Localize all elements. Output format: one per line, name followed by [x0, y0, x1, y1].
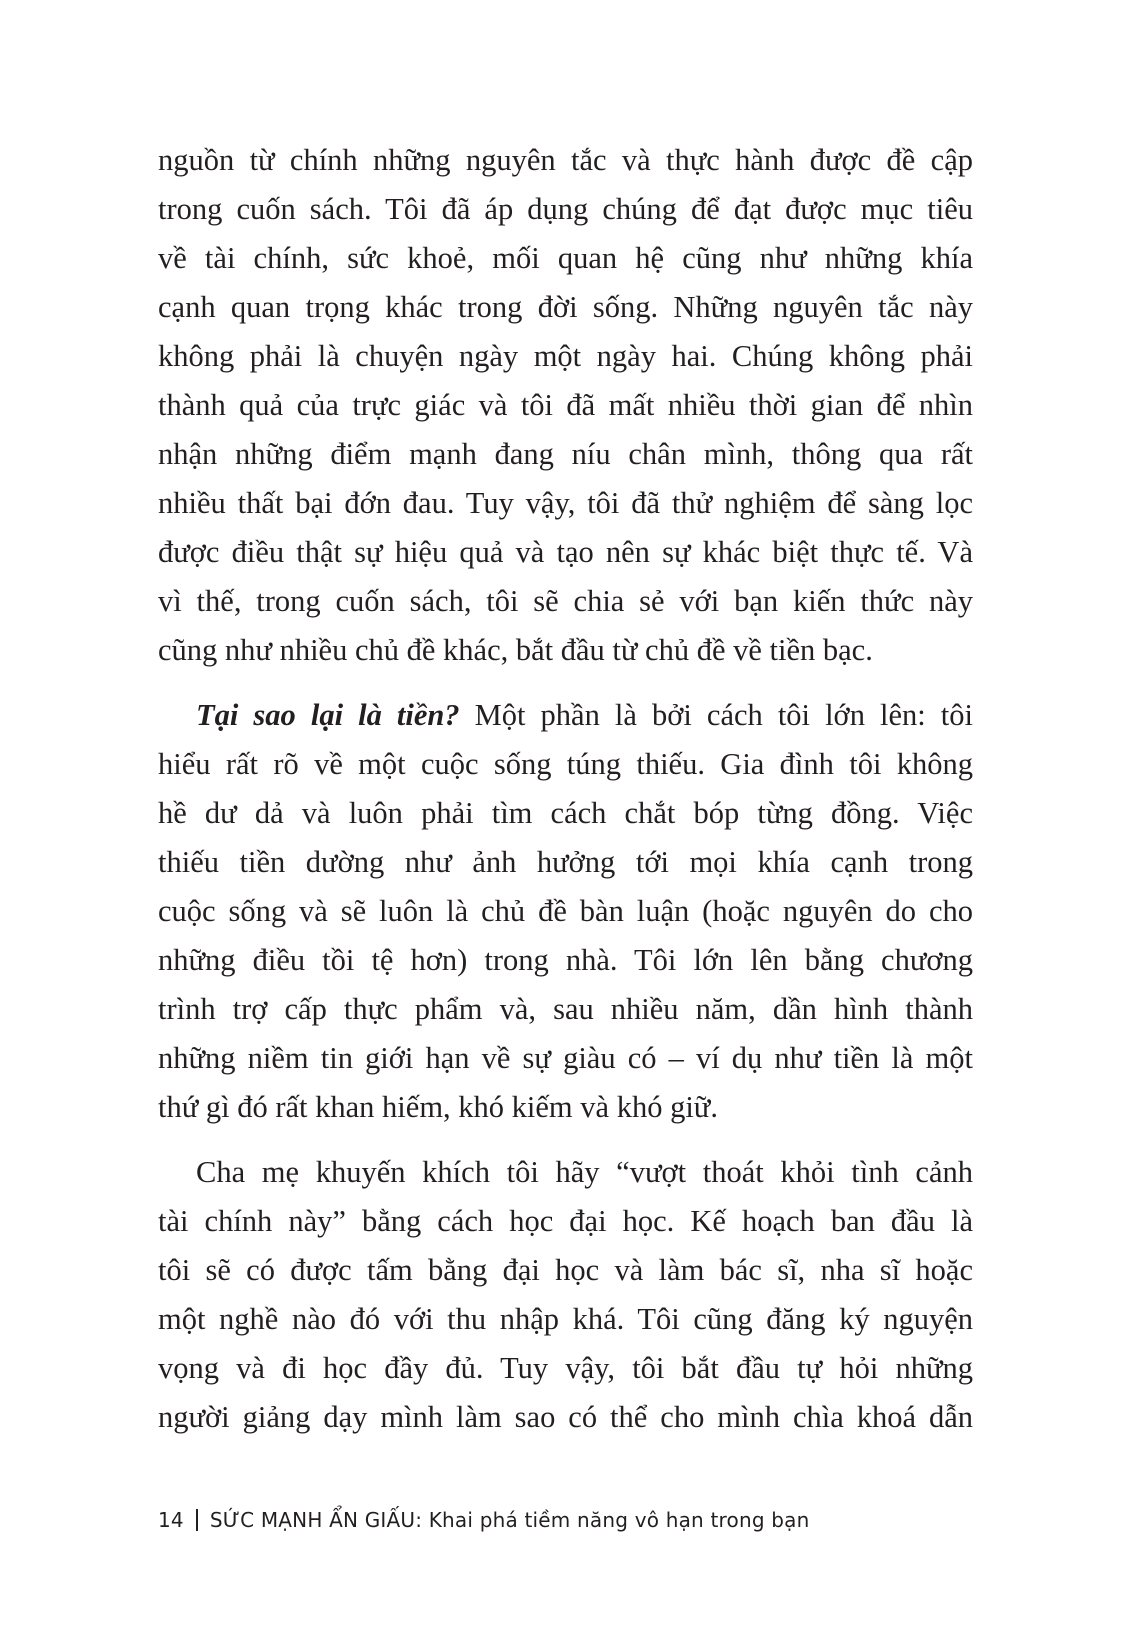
text-line: cạnh quan trọng khác trong đời sống. Những nguyên tắc này [158, 290, 973, 324]
text-line: cũng như nhiều chủ đề khác, bắt đầu từ chủ đề về tiền bạc. [158, 633, 873, 667]
text-line: hề dư dả và luôn phải tìm cách chắt bóp từng đồng. Việc [158, 796, 973, 830]
page-footer [158, 1508, 810, 1532]
text-line: một nghề nào đó với thu nhập khá. Tôi cũng đăng ký nguyện [158, 1302, 973, 1336]
text-line: tài chính này” bằng cách học đại học. Kế hoạch ban đầu là [158, 1204, 973, 1238]
first-line-rest: Một phần là bởi cách tôi lớn lên: tôi [459, 698, 973, 732]
text-line: tôi sẽ có được tấm bằng đại học và làm bác sĩ, nha sĩ hoặc [158, 1253, 973, 1287]
text-line: cuộc sống và sẽ luôn là chủ đề bàn luận (hoặc nguyên do cho [158, 894, 973, 928]
text-line: những niềm tin giới hạn về sự giàu có – ví dụ như tiền là một [158, 1041, 973, 1075]
text-line: thứ gì đó rất khan hiếm, khó kiếm và khó giữ. [158, 1090, 718, 1124]
text-line: nhiều thất bại đớn đau. Tuy vậy, tôi đã thử nghiệm để sàng lọc [158, 486, 973, 520]
paragraph-2 [158, 691, 973, 1132]
text-line: vì thế, trong cuốn sách, tôi sẽ chia sẻ với bạn kiến thức này [158, 584, 973, 618]
text-line: thiếu tiền dường như ảnh hưởng tới mọi khía cạnh trong [158, 845, 973, 879]
text-line: trình trợ cấp thực phẩm và, sau nhiều năm, dần hình thành [158, 992, 973, 1026]
text-line: về tài chính, sức khoẻ, mối quan hệ cũng như những khía [158, 241, 973, 275]
book-subtitle: Khai phá tiềm năng vô hạn trong bạn [422, 1508, 810, 1532]
text-line: vọng và đi học đầy đủ. Tuy vậy, tôi bắt đầu tự hỏi những [158, 1351, 973, 1385]
text-line: thành quả của trực giác và tôi đã mất nhiều thời gian để nhìn [158, 388, 973, 422]
text-line: Cha mẹ khuyến khích tôi hãy “vượt thoát khỏi tình cảnh [196, 1155, 973, 1189]
text-line: những điều tồi tệ hơn) trong nhà. Tôi lớn lên bằng chương [158, 943, 973, 977]
text-line: trong cuốn sách. Tôi đã áp dụng chúng để đạt được mục tiêu [158, 192, 973, 226]
paragraph-3 [158, 1148, 973, 1442]
footer-divider [196, 1509, 198, 1531]
text-line: hiểu rất rõ về một cuộc sống túng thiếu. Gia đình tôi không [158, 747, 973, 781]
text-line: được điều thật sự hiệu quả và tạo nên sự khác biệt thực tế. Và [158, 535, 973, 569]
text-line-first [158, 691, 973, 740]
paragraph-1 [158, 136, 973, 675]
page-body [158, 136, 973, 1442]
book-title: SỨC MẠNH ẨN GIẤU: [209, 1508, 423, 1532]
text-line: người giảng dạy mình làm sao có thể cho mình chìa khoá dẫn [158, 1400, 973, 1434]
page-number: 14 [158, 1508, 184, 1532]
text-line: nguồn từ chính những nguyên tắc và thực hành được đề cập [158, 143, 973, 177]
lead-emphasis: Tại sao lại là tiền? [196, 698, 460, 732]
text-line: nhận những điểm mạnh đang níu chân mình, thông qua rất [158, 437, 973, 471]
text-line: không phải là chuyện ngày một ngày hai. Chúng không phải [158, 339, 973, 373]
